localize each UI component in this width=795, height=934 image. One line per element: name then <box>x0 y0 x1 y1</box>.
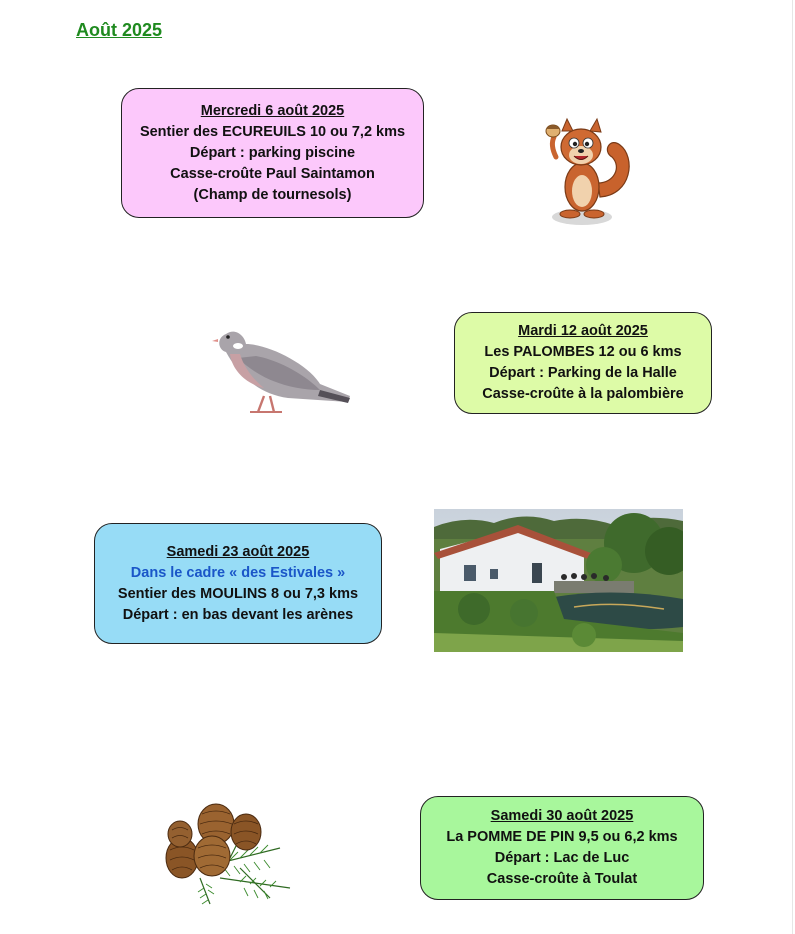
event-trail: Les PALOMBES 12 ou 6 kms <box>484 344 682 360</box>
event-card-palombes <box>454 312 712 414</box>
event-departure: Départ : en bas devant les arènes <box>122 606 354 623</box>
event-trail: Sentier des ECUREUILS 10 ou 7,2 kms <box>139 123 406 140</box>
event-card-pomme-de-pin <box>420 796 704 900</box>
event-snack: Casse-croûte Paul Saintamon <box>170 165 375 182</box>
page-edge-rule <box>792 0 793 934</box>
event-trail: La POMME DE PIN 9,5 ou 6,2 kms <box>446 829 678 845</box>
month-title: Août 2025 <box>76 20 163 40</box>
event-departure: Départ : Lac de Luc <box>494 850 630 866</box>
event-date: Samedi 23 août 2025 <box>166 543 310 560</box>
event-trail: Sentier des MOULINS 8 ou 7,3 kms <box>117 585 359 602</box>
event-date: Mardi 12 août 2025 <box>518 323 648 339</box>
event-card-ecureuils <box>121 88 424 218</box>
event-date: Samedi 30 août 2025 <box>490 808 634 824</box>
mill-photo <box>434 509 683 652</box>
squirrel-illustration <box>540 117 634 229</box>
event-snack: Casse-croûte à la palombière <box>482 386 684 402</box>
wood-pigeon-illustration <box>208 314 354 418</box>
pinecones-illustration <box>160 798 292 906</box>
event-note: (Champ de tournesols) <box>193 186 352 203</box>
event-departure: Départ : parking piscine <box>189 144 356 161</box>
event-date: Mercredi 6 août 2025 <box>200 102 345 119</box>
event-card-moulins <box>94 523 382 644</box>
event-departure: Départ : Parking de la Halle <box>489 365 677 381</box>
event-snack: Casse-croûte à Toulat <box>486 871 638 887</box>
event-highlight: Dans le cadre « des Estivales » <box>130 564 346 581</box>
